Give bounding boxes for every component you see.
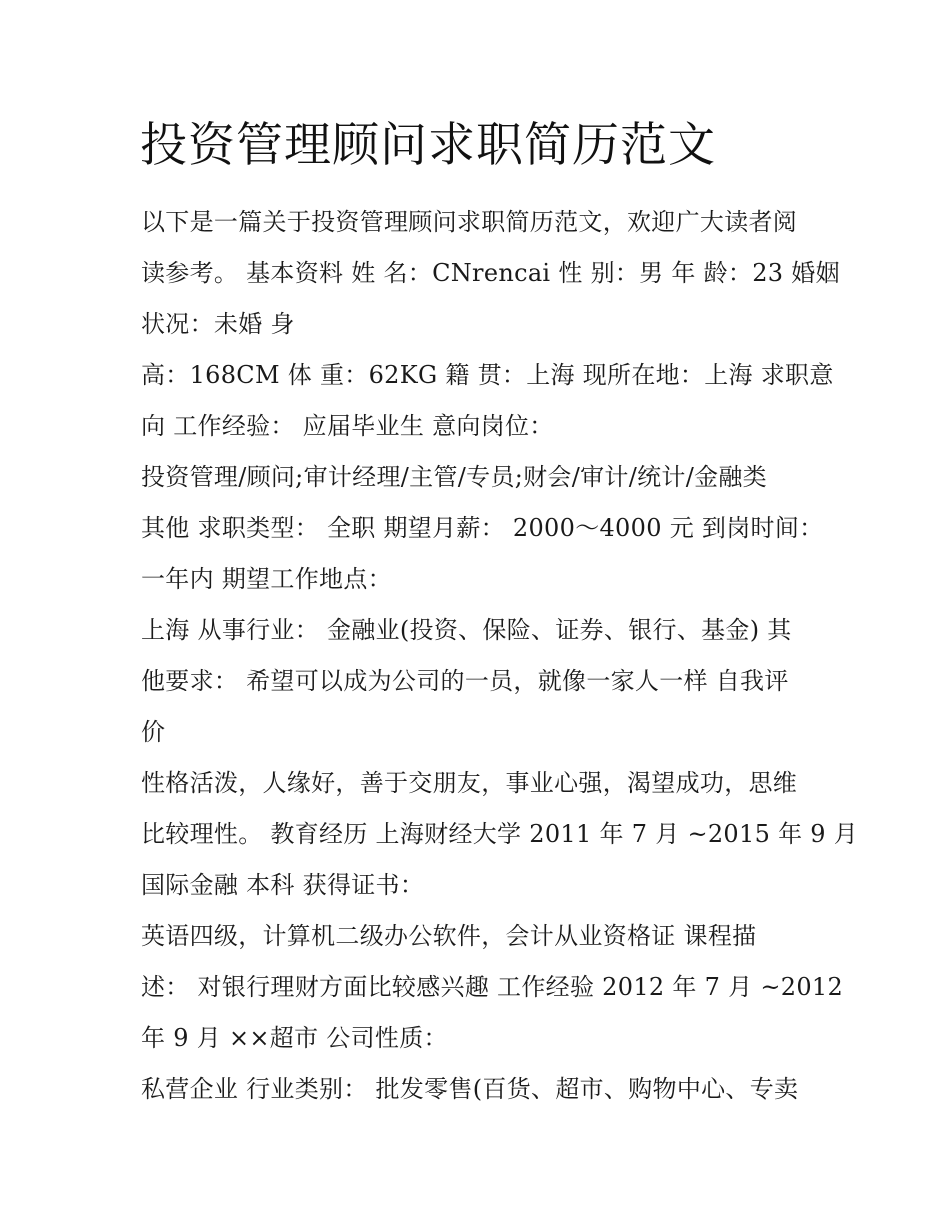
text-line: 年 9 月 ××超市 公司性质： — [141, 1024, 448, 1052]
document-body — [141, 197, 859, 1115]
text-line: 投资管理/顾问;审计经理/主管/专员;财会/审计/统计/金融类 — [141, 463, 767, 491]
text-line: 其他 求职类型： 全职 期望月薪： 2000～4000 元 到岗时间： — [141, 514, 824, 542]
text-line: 高：168CM 体 重：62KG 籍 贯：上海 现所在地：上海 求职意 — [141, 361, 834, 389]
document-title: 投资管理顾问求职简历范文 — [140, 118, 716, 173]
text-line: 以下是一篇关于投资管理顾问求职简历范文，欢迎广大读者阅 — [141, 208, 798, 236]
text-line: 性格活泼，人缘好，善于交朋友，事业心强，渴望成功，思维 — [141, 769, 798, 797]
text-line: 述： 对银行理财方面比较感兴趣 工作经验 2012 年 7 月 ~2012 — [141, 973, 844, 1001]
text-line: 价 — [141, 718, 166, 746]
text-line: 他要求： 希望可以成为公司的一员，就像一家人一样 自我评 — [141, 667, 789, 695]
text-line: 上海 从事行业： 金融业(投资、保险、证券、银行、基金) 其 — [141, 616, 792, 644]
text-line: 一年内 期望工作地点： — [141, 565, 392, 593]
text-line: 私营企业 行业类别： 批发零售(百货、超市、购物中心、专卖 — [141, 1075, 799, 1103]
text-line: 英语四级，计算机二级办公软件，会计从业资格证 课程描 — [141, 922, 757, 950]
text-line: 比较理性。 教育经历 上海财经大学 2011 年 7 月 ~2015 年 9 月 — [141, 820, 859, 848]
text-line: 读参考。 基本资料 姓 名：CNrencai 性 别：男 年 龄：23 婚姻 — [141, 259, 840, 287]
text-line: 国际金融 本科 获得证书： — [141, 871, 425, 899]
text-line: 向 工作经验： 应届毕业生 意向岗位： — [141, 412, 554, 440]
text-line: 状况：未婚 身 — [141, 310, 295, 338]
